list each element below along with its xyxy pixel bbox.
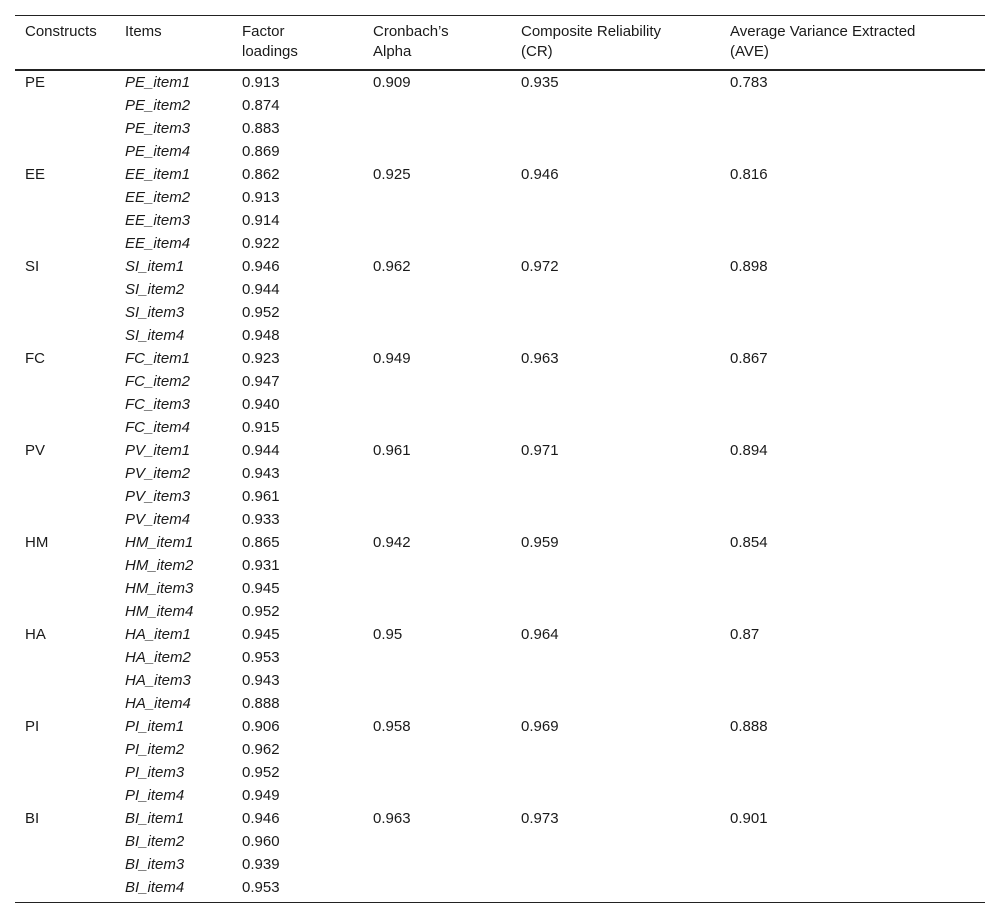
construct-cell: PV	[25, 442, 46, 459]
construct-cell: PE	[25, 74, 46, 91]
table-row	[15, 830, 985, 853]
table-row	[15, 439, 985, 462]
composite-reliability-cell	[511, 485, 720, 508]
table-body	[15, 70, 985, 903]
ave-cell: 0.888	[730, 718, 768, 735]
table-row	[15, 462, 985, 485]
cronbachs-alpha-cell: 0.942	[373, 534, 411, 551]
composite-reliability-cell	[511, 508, 720, 531]
construct-cell	[15, 232, 115, 255]
factor-loading-cell: 0.948	[242, 327, 280, 344]
item-cell: PE_item4	[125, 143, 191, 160]
ave-cell	[720, 393, 985, 416]
factor-loading-cell: 0.888	[242, 695, 280, 712]
composite-reliability-cell	[511, 646, 720, 669]
ave-cell	[720, 600, 985, 623]
cronbachs-alpha-cell	[363, 209, 511, 232]
composite-reliability-cell	[511, 876, 720, 903]
table-row	[15, 784, 985, 807]
header-items	[115, 16, 232, 71]
ave-cell	[720, 140, 985, 163]
composite-reliability-cell	[511, 324, 720, 347]
cronbachs-alpha-cell	[363, 485, 511, 508]
ave-cell	[720, 508, 985, 531]
ave-cell	[720, 416, 985, 439]
cronbachs-alpha-cell	[363, 324, 511, 347]
factor-loading-cell: 0.915	[242, 419, 280, 436]
cronbachs-alpha-cell	[363, 278, 511, 301]
header-composite-reliability	[511, 16, 720, 71]
item-cell: BI_item3	[125, 856, 185, 873]
factor-loading-cell: 0.913	[242, 189, 280, 206]
item-cell: HA_item2	[125, 649, 191, 666]
cronbachs-alpha-cell: 0.962	[373, 258, 411, 275]
cronbachs-alpha-cell	[363, 692, 511, 715]
ave-cell	[720, 94, 985, 117]
cronbachs-alpha-cell	[363, 186, 511, 209]
header-items-label: Items	[125, 23, 162, 40]
item-cell: HA_item4	[125, 695, 191, 712]
factor-loading-cell: 0.874	[242, 97, 280, 114]
composite-reliability-cell	[511, 94, 720, 117]
cronbachs-alpha-cell	[363, 761, 511, 784]
item-cell: HA_item1	[125, 626, 191, 643]
cronbachs-alpha-cell	[363, 416, 511, 439]
factor-loading-cell: 0.939	[242, 856, 280, 873]
ave-cell	[720, 485, 985, 508]
construct-cell	[15, 761, 115, 784]
item-cell: SI_item2	[125, 281, 185, 298]
factor-loading-cell: 0.933	[242, 511, 280, 528]
cronbachs-alpha-cell	[363, 830, 511, 853]
ave-cell	[720, 186, 985, 209]
item-cell: FC_item3	[125, 396, 191, 413]
composite-reliability-cell: 0.973	[521, 810, 559, 827]
cronbachs-alpha-cell	[363, 232, 511, 255]
cronbachs-alpha-cell	[363, 301, 511, 324]
item-cell: PV_item3	[125, 488, 191, 505]
table-row	[15, 209, 985, 232]
construct-cell	[15, 554, 115, 577]
factor-loading-cell: 0.865	[242, 534, 280, 551]
ave-cell	[720, 876, 985, 903]
table-row	[15, 232, 985, 255]
construct-cell	[15, 738, 115, 761]
construct-cell	[15, 508, 115, 531]
table-row	[15, 324, 985, 347]
factor-loading-cell: 0.961	[242, 488, 280, 505]
cronbachs-alpha-cell	[363, 784, 511, 807]
composite-reliability-cell	[511, 117, 720, 140]
cronbachs-alpha-cell: 0.958	[373, 718, 411, 735]
factor-loading-cell: 0.949	[242, 787, 280, 804]
header-cr-line2: (CR)	[521, 43, 553, 60]
factor-loading-cell: 0.946	[242, 258, 280, 275]
composite-reliability-cell	[511, 393, 720, 416]
composite-reliability-cell	[511, 554, 720, 577]
table-row	[15, 370, 985, 393]
cronbachs-alpha-cell	[363, 853, 511, 876]
construct-cell	[15, 278, 115, 301]
table-row	[15, 416, 985, 439]
composite-reliability-cell	[511, 462, 720, 485]
construct-cell	[15, 209, 115, 232]
table-row	[15, 761, 985, 784]
table-row	[15, 186, 985, 209]
factor-loading-cell: 0.862	[242, 166, 280, 183]
reliability-table	[15, 15, 985, 903]
construct-cell: PI	[25, 718, 40, 735]
table-row	[15, 646, 985, 669]
composite-reliability-cell	[511, 784, 720, 807]
construct-cell	[15, 94, 115, 117]
construct-cell	[15, 140, 115, 163]
table-row	[15, 554, 985, 577]
composite-reliability-cell: 0.969	[521, 718, 559, 735]
table-row	[15, 531, 985, 554]
table-row	[15, 70, 985, 94]
construct-cell: HM	[25, 534, 49, 551]
item-cell: EE_item4	[125, 235, 191, 252]
header-average-variance-extracted	[720, 16, 985, 71]
cronbachs-alpha-cell	[363, 370, 511, 393]
composite-reliability-cell	[511, 370, 720, 393]
ave-cell	[720, 462, 985, 485]
composite-reliability-cell	[511, 600, 720, 623]
header-row	[15, 16, 985, 71]
ave-cell	[720, 853, 985, 876]
item-cell: BI_item4	[125, 879, 185, 896]
item-cell: EE_item1	[125, 166, 191, 183]
item-cell: BI_item1	[125, 810, 185, 827]
construct-cell	[15, 393, 115, 416]
composite-reliability-cell: 0.964	[521, 626, 559, 643]
construct-cell	[15, 830, 115, 853]
ave-cell	[720, 232, 985, 255]
item-cell: PI_item2	[125, 741, 185, 758]
factor-loading-cell: 0.883	[242, 120, 280, 137]
header-cronbachs-alpha	[363, 16, 511, 71]
table-row	[15, 669, 985, 692]
construct-cell	[15, 416, 115, 439]
composite-reliability-cell: 0.971	[521, 442, 559, 459]
ave-cell	[720, 577, 985, 600]
header-ave-line2: (AVE)	[730, 43, 769, 60]
construct-cell: EE	[25, 166, 46, 183]
table-row	[15, 347, 985, 370]
ave-cell	[720, 324, 985, 347]
item-cell: HM_item3	[125, 580, 194, 597]
table-row	[15, 692, 985, 715]
factor-loading-cell: 0.869	[242, 143, 280, 160]
table-row	[15, 876, 985, 903]
ave-cell	[720, 209, 985, 232]
ave-cell: 0.901	[730, 810, 768, 827]
table-row	[15, 577, 985, 600]
factor-loading-cell: 0.944	[242, 281, 280, 298]
item-cell: HM_item1	[125, 534, 194, 551]
item-cell: SI_item1	[125, 258, 185, 275]
item-cell: PE_item3	[125, 120, 191, 137]
table-row	[15, 94, 985, 117]
ave-cell: 0.87	[730, 626, 760, 643]
cronbachs-alpha-cell	[363, 554, 511, 577]
item-cell: PE_item2	[125, 97, 191, 114]
cronbachs-alpha-cell	[363, 508, 511, 531]
construct-cell	[15, 692, 115, 715]
factor-loading-cell: 0.953	[242, 649, 280, 666]
cronbachs-alpha-cell	[363, 600, 511, 623]
item-cell: HA_item3	[125, 672, 191, 689]
header-cr-line1: Composite Reliability	[521, 23, 662, 40]
factor-loading-cell: 0.943	[242, 672, 280, 689]
composite-reliability-cell	[511, 278, 720, 301]
construct-cell: BI	[25, 810, 40, 827]
table-row	[15, 117, 985, 140]
cronbachs-alpha-cell: 0.961	[373, 442, 411, 459]
factor-loading-cell: 0.906	[242, 718, 280, 735]
composite-reliability-cell	[511, 853, 720, 876]
cronbachs-alpha-cell	[363, 117, 511, 140]
ave-cell: 0.816	[730, 166, 768, 183]
table-row	[15, 715, 985, 738]
composite-reliability-cell: 0.963	[521, 350, 559, 367]
cronbachs-alpha-cell	[363, 669, 511, 692]
construct-cell	[15, 301, 115, 324]
factor-loading-cell: 0.922	[242, 235, 280, 252]
cronbachs-alpha-cell	[363, 94, 511, 117]
item-cell: PV_item4	[125, 511, 191, 528]
factor-loading-cell: 0.940	[242, 396, 280, 413]
factor-loading-cell: 0.952	[242, 603, 280, 620]
composite-reliability-cell: 0.972	[521, 258, 559, 275]
construct-cell	[15, 577, 115, 600]
composite-reliability-cell	[511, 416, 720, 439]
composite-reliability-cell	[511, 738, 720, 761]
construct-cell	[15, 646, 115, 669]
factor-loading-cell: 0.913	[242, 74, 280, 91]
construct-cell	[15, 876, 115, 903]
cronbachs-alpha-cell: 0.949	[373, 350, 411, 367]
table-row	[15, 485, 985, 508]
factor-loading-cell: 0.945	[242, 580, 280, 597]
cronbachs-alpha-cell: 0.909	[373, 74, 411, 91]
factor-loading-cell: 0.943	[242, 465, 280, 482]
composite-reliability-cell: 0.935	[521, 74, 559, 91]
ave-cell: 0.867	[730, 350, 768, 367]
composite-reliability-cell	[511, 232, 720, 255]
reliability-table-container	[15, 15, 985, 903]
composite-reliability-cell	[511, 761, 720, 784]
factor-loading-cell: 0.944	[242, 442, 280, 459]
ave-cell	[720, 370, 985, 393]
table-row	[15, 301, 985, 324]
cronbachs-alpha-cell	[363, 577, 511, 600]
factor-loading-cell: 0.960	[242, 833, 280, 850]
cronbachs-alpha-cell	[363, 140, 511, 163]
item-cell: SI_item4	[125, 327, 185, 344]
cronbachs-alpha-cell	[363, 646, 511, 669]
composite-reliability-cell	[511, 186, 720, 209]
header-factor-loadings-line2: loadings	[242, 43, 298, 60]
factor-loading-cell: 0.952	[242, 764, 280, 781]
item-cell: PI_item3	[125, 764, 185, 781]
ave-cell: 0.894	[730, 442, 768, 459]
construct-cell: SI	[25, 258, 40, 275]
construct-cell	[15, 462, 115, 485]
table-row	[15, 393, 985, 416]
composite-reliability-cell: 0.946	[521, 166, 559, 183]
header-alpha-line2: Alpha	[373, 43, 412, 60]
construct-cell	[15, 324, 115, 347]
item-cell: PI_item4	[125, 787, 185, 804]
ave-cell: 0.854	[730, 534, 768, 551]
composite-reliability-cell	[511, 669, 720, 692]
factor-loading-cell: 0.945	[242, 626, 280, 643]
item-cell: HM_item4	[125, 603, 194, 620]
composite-reliability-cell	[511, 140, 720, 163]
construct-cell	[15, 485, 115, 508]
ave-cell	[720, 761, 985, 784]
composite-reliability-cell	[511, 830, 720, 853]
item-cell: BI_item2	[125, 833, 185, 850]
ave-cell: 0.898	[730, 258, 768, 275]
ave-cell	[720, 738, 985, 761]
construct-cell: HA	[25, 626, 46, 643]
composite-reliability-cell	[511, 301, 720, 324]
factor-loading-cell: 0.946	[242, 810, 280, 827]
table-row	[15, 623, 985, 646]
table-row	[15, 163, 985, 186]
item-cell: PI_item1	[125, 718, 185, 735]
table-header	[15, 16, 985, 71]
ave-cell	[720, 784, 985, 807]
item-cell: SI_item3	[125, 304, 185, 321]
factor-loading-cell: 0.923	[242, 350, 280, 367]
table-row	[15, 807, 985, 830]
cronbachs-alpha-cell: 0.925	[373, 166, 411, 183]
item-cell: EE_item3	[125, 212, 191, 229]
header-constructs	[15, 16, 115, 71]
cronbachs-alpha-cell: 0.95	[373, 626, 403, 643]
table-row	[15, 600, 985, 623]
item-cell: PV_item2	[125, 465, 191, 482]
composite-reliability-cell	[511, 577, 720, 600]
construct-cell	[15, 370, 115, 393]
composite-reliability-cell: 0.959	[521, 534, 559, 551]
construct-cell	[15, 784, 115, 807]
construct-cell	[15, 853, 115, 876]
composite-reliability-cell	[511, 209, 720, 232]
cronbachs-alpha-cell	[363, 393, 511, 416]
ave-cell: 0.783	[730, 74, 768, 91]
table-row	[15, 853, 985, 876]
cronbachs-alpha-cell	[363, 462, 511, 485]
item-cell: FC_item4	[125, 419, 191, 436]
table-row	[15, 140, 985, 163]
table-row	[15, 255, 985, 278]
ave-cell	[720, 117, 985, 140]
construct-cell	[15, 600, 115, 623]
cronbachs-alpha-cell	[363, 738, 511, 761]
item-cell: PV_item1	[125, 442, 191, 459]
ave-cell	[720, 554, 985, 577]
item-cell: FC_item2	[125, 373, 191, 390]
construct-cell	[15, 186, 115, 209]
item-cell: PE_item1	[125, 74, 191, 91]
table-row	[15, 508, 985, 531]
item-cell: EE_item2	[125, 189, 191, 206]
item-cell: HM_item2	[125, 557, 194, 574]
ave-cell	[720, 830, 985, 853]
factor-loading-cell: 0.931	[242, 557, 280, 574]
ave-cell	[720, 301, 985, 324]
header-ave-line1: Average Variance Extracted	[730, 23, 916, 40]
table-row	[15, 278, 985, 301]
factor-loading-cell: 0.953	[242, 879, 280, 896]
construct-cell	[15, 117, 115, 140]
header-factor-loadings-line1: Factor	[242, 23, 285, 40]
item-cell: FC_item1	[125, 350, 191, 367]
header-factor-loadings	[232, 16, 363, 71]
construct-cell	[15, 669, 115, 692]
ave-cell	[720, 646, 985, 669]
factor-loading-cell: 0.962	[242, 741, 280, 758]
cronbachs-alpha-cell: 0.963	[373, 810, 411, 827]
table-row	[15, 738, 985, 761]
ave-cell	[720, 692, 985, 715]
header-alpha-line1: Cronbach’s	[373, 23, 449, 40]
factor-loading-cell: 0.914	[242, 212, 280, 229]
header-constructs-label: Constructs	[25, 23, 97, 40]
ave-cell	[720, 278, 985, 301]
ave-cell	[720, 669, 985, 692]
factor-loading-cell: 0.947	[242, 373, 280, 390]
composite-reliability-cell	[511, 692, 720, 715]
cronbachs-alpha-cell	[363, 876, 511, 903]
construct-cell: FC	[25, 350, 45, 367]
factor-loading-cell: 0.952	[242, 304, 280, 321]
